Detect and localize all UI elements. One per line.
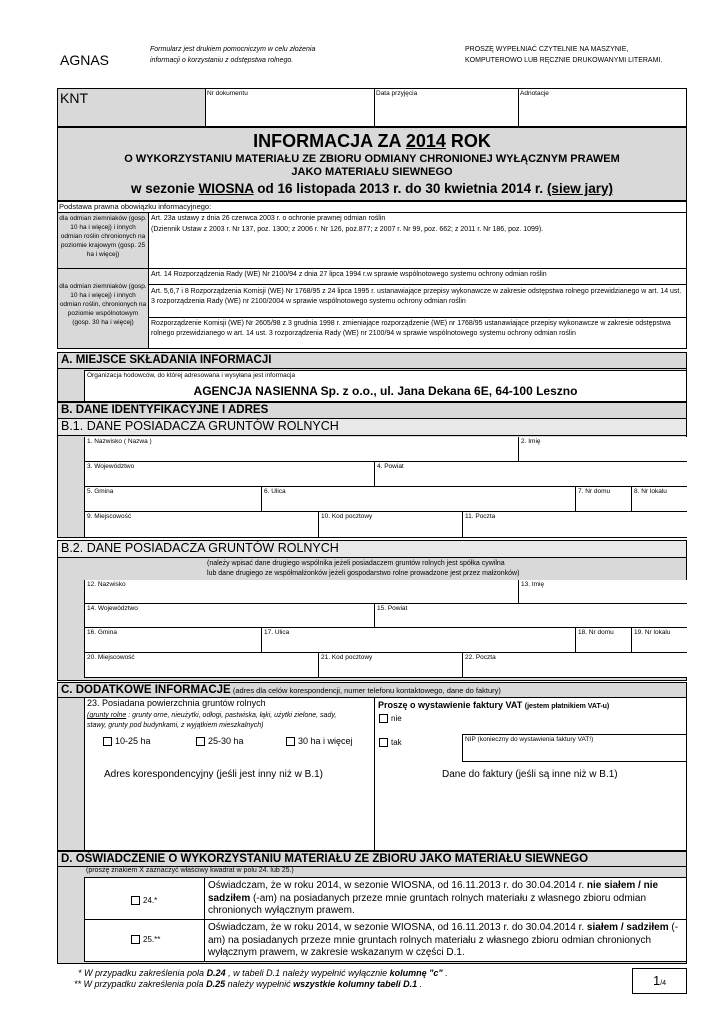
f13-label: 13. Imię <box>521 581 545 588</box>
adres-label: Adres korespondencyjny (jeśli jest inny niż w B.1) <box>104 769 323 780</box>
checkbox-30-plus[interactable] <box>286 737 295 746</box>
b2-gmina-field[interactable] <box>84 628 261 653</box>
vat-tak-option[interactable] <box>379 738 402 747</box>
ulica-field[interactable] <box>261 487 575 512</box>
f6-label: 6. Ulica <box>264 488 286 495</box>
section-c-note: (adres dla celów korespondencji, numer telefonu kontaktowego, dane do faktury) <box>230 686 501 695</box>
checkbox-10-25[interactable] <box>103 737 112 746</box>
f4-label: 4. Powiat <box>377 463 404 470</box>
poczta-field[interactable] <box>462 512 687 538</box>
section-c-header <box>57 682 687 698</box>
header-note-right: PROSZĘ WYPEŁNIAĆ CZYTELNIE NA MASZYNIE, KOMPUTEROWO LUB RĘCZNIE DRUKOWANYMI LITERAMI. <box>465 46 663 64</box>
vat-note: (jestem płatnikiem VAT-u) <box>524 703 610 710</box>
legal-left-1-text: dla odmian ziemniaków (gosp. 10 ha i więcej) i innych odmian roślin chronionych na poziomie krajowym (gosp. 25 ha i więcej) <box>59 215 147 258</box>
b2-ulica-field[interactable] <box>261 628 575 653</box>
o25-b: siałem / sadziłem <box>586 922 669 933</box>
nr-dokumentu-label: Nr dokumentu <box>207 90 248 97</box>
o24-b: nie siałem / nie sadziłem <box>208 880 659 904</box>
title-prefix: INFORMACJA ZA <box>253 131 406 151</box>
imie-field[interactable] <box>518 437 687 462</box>
fn1-b: D.24 <box>206 968 226 978</box>
f9-label: 9. Miejscowość <box>87 513 132 520</box>
f22-label: 22. Poczta <box>465 654 496 661</box>
o24-text <box>205 878 686 920</box>
b2-imie-field[interactable] <box>518 580 687 604</box>
f10-label: 10. Kod pocztowy <box>321 513 373 520</box>
f20-label: 20. Miejscowość <box>87 654 135 661</box>
grunty-b: : grunty orne, nieużytki, odłogi, pastwiska, łąki, użytki zielone, sady, stawy, grunty pod budynkami, z wyjątkiem mieszkalnych) <box>87 712 337 729</box>
b2-nr-domu-field[interactable] <box>575 628 631 653</box>
season-c: (siew jary) <box>546 181 613 196</box>
fn2-a: ** W przypadku zakreślenia pola <box>74 979 207 989</box>
f14-label: 14. Województwo <box>87 605 138 612</box>
nip-label: NIP (konieczny do wystawienia faktury VAT!) <box>465 736 594 743</box>
legal-left-1 <box>57 212 149 269</box>
page-total: /4 <box>660 980 667 987</box>
opt2-label: 25-30 ha <box>208 736 244 746</box>
grunty-note <box>87 711 337 730</box>
legal-right-4 <box>148 317 687 349</box>
dane-faktury-label: Dane do faktury (jeśli są inne niż w B.1) <box>442 769 618 780</box>
f19-label: 19. Nr lokalu <box>634 629 671 636</box>
legal-r2: Art. 14 Rozporządzenia Rady (WE) Nr 2100/94 z dnia 27 lipca 1994 r.w sprawie wspólnotowego systemu ochrony odmian roślin <box>151 271 547 278</box>
vat-nie-option[interactable] <box>379 714 402 723</box>
org-field <box>84 370 687 402</box>
vat-title-text: Proszę o wystawienie faktury VAT <box>378 700 523 710</box>
miejscowosc-field[interactable] <box>84 512 318 538</box>
data-przyjecia-label: Data przyjęcia <box>376 90 418 97</box>
nazwisko-field[interactable] <box>84 437 518 462</box>
o25-label: 25.** <box>143 935 161 944</box>
data-przyjecia-field[interactable] <box>374 88 519 127</box>
page-number-box <box>632 968 687 994</box>
title-line2: O WYKORZYSTANIU MATERIAŁU ZE ZBIORU ODMIANY CHRONIONEJ WYŁĄCZNYM PRAWEM <box>124 153 620 165</box>
org-label: Organizacja hodowców, do której adresowana i wysyłana jest informacja <box>87 372 296 379</box>
b2-kod-pocztowy-field[interactable] <box>318 653 462 678</box>
f1-label: 1. Nazwisko ( Nazwa ) <box>87 438 152 445</box>
legal-left-2 <box>57 268 149 349</box>
o25-text <box>205 920 686 962</box>
fn1-a: * W przypadku zakreślenia pola <box>78 968 207 978</box>
page-number: 1 <box>652 973 661 988</box>
f23-label: 23. Posiadana powierzchnia gruntów rolnych <box>87 698 266 708</box>
legal-right-2 <box>148 268 687 285</box>
season-b: od 16 listopada 2013 r. do 30 kwietnia 2014 r. <box>253 181 547 196</box>
f7-label: 7. Nr domu <box>578 488 611 495</box>
header-note-left: Formularz jest drukiem pomocniczym w celu złożenia informacji o korzystaniu z odstępstwa rolnego. <box>150 46 316 64</box>
f17-label: 17. Ulica <box>264 629 290 636</box>
section-c-title: C. DODATKOWE INFORMACJE <box>61 684 231 696</box>
kod-pocztowy-field[interactable] <box>318 512 462 538</box>
agnas-label: AGNAS <box>60 52 110 68</box>
nie-label: nie <box>391 714 402 723</box>
form-title <box>57 131 687 152</box>
checkbox-25-30[interactable] <box>196 737 205 746</box>
adnotacje-label: Adnotacje <box>520 90 549 97</box>
b2-note-1: (należy wpisać dane drugiego wspólnika jeżeli posiadaczem gruntów rolnych jest spółka cywilna <box>207 560 505 567</box>
legal-right-1 <box>148 212 687 269</box>
fn2-e: . <box>417 979 423 989</box>
opt3-label: 30 ha i więcej <box>298 736 353 746</box>
checkbox-vat-tak[interactable] <box>379 738 388 747</box>
o25-c: (-am) na posiadanych przeze mnie gruntach rolnych materiału z własnego zbioru odmian chronionych wyłącznym prawem, w zakresie wskazanym w części D.1. <box>208 922 679 958</box>
season-line <box>57 181 687 196</box>
nr-dokumentu-field[interactable] <box>205 88 375 127</box>
f18-label: 18. Nr domu <box>578 629 614 636</box>
b2-wojewodztwo-field[interactable] <box>84 604 374 628</box>
legal-r1a: Art. 23a ustawy z dnia 26 czerwca 2003 r. o ochronie prawnej odmian roślin <box>151 215 386 222</box>
b2-miejscowosc-field[interactable] <box>84 653 318 678</box>
season-a: w sezonie <box>131 181 199 196</box>
nr-domu-field[interactable] <box>575 487 631 512</box>
f11-label: 11. Poczta <box>465 513 496 520</box>
section-d-note: (proszę znakiem X zaznaczyć właściwy kwadrat w polu 24. lub 25.) <box>86 867 294 874</box>
b2-powiat-field[interactable] <box>374 604 687 628</box>
footnote-1 <box>78 968 448 978</box>
legal-r4: Rozporządzenie Komisji (WE) Nr 2605/98 z 3 grudnia 1998 r. zmieniające rozporządzenie (WE) nr 1768/95 ustanawiające przepisy wykonawcze w zakresie odstępstwa rolnego przewidzianego w art. 14 ust. 3 rozporządzenia Rady (WE) nr 2100/94 w sprawie wspólnotowego systemu ochrony odmian roślin <box>151 320 671 337</box>
fn1-d: kolumnę "c" <box>389 968 443 978</box>
f15-label: 15. Powiat <box>377 605 408 612</box>
title-line3: JAKO MATERIAŁU SIEWNEGO <box>291 166 453 178</box>
f5-label: 5. Gmina <box>87 488 114 495</box>
f2-label: 2. Imię <box>521 438 541 445</box>
fn1-c: , w tabeli D.1 należy wypełnić wyłącznie <box>225 968 390 978</box>
section-a-header: A. MIEJSCE SKŁADANIA INFORMACJI <box>57 352 687 369</box>
wojewodztwo-field[interactable] <box>84 462 374 487</box>
checkbox-25[interactable] <box>131 935 140 944</box>
legal-basis-label: Podstawa prawna obowiązku informacyjnego: <box>59 202 212 211</box>
knt-label: KNT <box>60 90 88 106</box>
section-d-header: D. OŚWIADCZENIE O WYKORZYSTANIU MATERIAŁU ZE ZBIORU JAKO MATERIAŁU SIEWNEGO <box>57 851 687 867</box>
legal-right-3 <box>148 284 687 318</box>
section-b1-header: B.1. DANE POSIADACZA GRUNTÓW ROLNYCH <box>57 418 687 436</box>
b2-nr-lokalu-field[interactable] <box>631 628 687 653</box>
o24-a: Oświadczam, że w roku 2014, w sezonie WIOSNA, od 16.11.2013 r. do 30.04.2014 r. <box>208 880 587 891</box>
o24-c: (-am) na posiadanych przeze mnie gruntach rolnych materiału z własnego zbioru odmian chronionych wyłącznym prawem. <box>208 892 647 916</box>
b2-nazwisko-field[interactable] <box>84 580 518 604</box>
legal-r3: Art. 5,6,7 i 8 Rozporządzenia Komisji (WE) Nr 1768/95 z 24 lipca 1995 r. ustanawiające przepisy wykonawcze w zakresie odstępstwa rolnego przewidzianego w art. 14 ust. 3 rozporządzenia Rady (WE) nr 2100/2004 w sprawie wspólnotowego systemu ochrony odmian roślin <box>151 288 682 305</box>
o24-check-cell[interactable] <box>84 877 205 920</box>
footnote-2 <box>74 979 422 989</box>
nr-lokalu-field[interactable] <box>631 487 687 512</box>
powiat-field[interactable] <box>374 462 687 487</box>
title-suffix: ROK <box>445 131 491 151</box>
f8-label: 8. Nr lokalu <box>634 488 667 495</box>
f3-label: 3. Województwo <box>87 463 135 470</box>
legal-left-2-text: dla odmian ziemniaków (gosp. 10 ha i więcej) i innych odmian roślin, chronionych na poziomie wspólnotowym (gosp. 30 ha i więcej) <box>59 283 147 326</box>
opt-25-30[interactable] <box>196 737 244 746</box>
section-b2-header: B.2. DANE POSIADACZA GRUNTÓW ROLNYCH <box>57 540 687 558</box>
fn1-e: . <box>442 968 448 978</box>
adnotacje-field[interactable] <box>518 88 687 127</box>
f12-label: 12. Nazwisko <box>87 581 126 588</box>
fn2-c: należy wypełnić <box>225 979 294 989</box>
nip-field[interactable] <box>462 734 687 762</box>
o25-check-cell[interactable] <box>84 919 205 962</box>
fn2-d: wszystkie kolumny tabeli D.1 <box>293 979 418 989</box>
gmina-field[interactable] <box>84 487 261 512</box>
fn2-b: D.25 <box>206 979 226 989</box>
section-b-header: B. DANE IDENTYFIKACYJNE I ADRES <box>57 402 687 419</box>
title-year: 2014 <box>405 131 446 151</box>
vat-title <box>378 700 609 710</box>
b2-poczta-field[interactable] <box>462 653 687 678</box>
o24-label: 24.* <box>143 896 158 905</box>
grunty-a: (grunty rolne <box>87 712 127 719</box>
o25-a: Oświadczam, że w roku 2014, w sezonie WIOSNA, od 16.11.2013 r. do 30.04.2014 r. <box>208 922 587 933</box>
legal-r1b: (Dziennik Ustaw z 2003 r. Nr 137, poz. 1300; z 2006 r. Nr 126, poz.877; z 2007 r. Nr 99, poz. 662; z 2011 r. Nr 186, poz. 1099). <box>151 226 544 233</box>
checkbox-vat-nie[interactable] <box>379 714 388 723</box>
f21-label: 21. Kod pocztowy <box>321 654 373 661</box>
org-value: AGENCJA NASIENNA Sp. z o.o., ul. Jana Dekana 6E, 64-100 Leszno <box>193 384 578 398</box>
opt-30-plus[interactable] <box>286 737 353 746</box>
opt1-label: 10-25 ha <box>115 736 151 746</box>
b2-note-2: lub dane drugiego ze współmałżonków jeżeli gospodarstwo rolne prowadzone jest przez małżonków) <box>207 570 520 577</box>
o25-text-cell <box>204 919 687 962</box>
checkbox-24[interactable] <box>131 896 140 905</box>
season-name: WIOSNA <box>198 181 254 196</box>
opt-10-25[interactable] <box>103 737 151 746</box>
tak-label: tak <box>391 738 402 747</box>
f16-label: 16. Gmina <box>87 629 117 636</box>
o24-text-cell <box>204 877 687 920</box>
